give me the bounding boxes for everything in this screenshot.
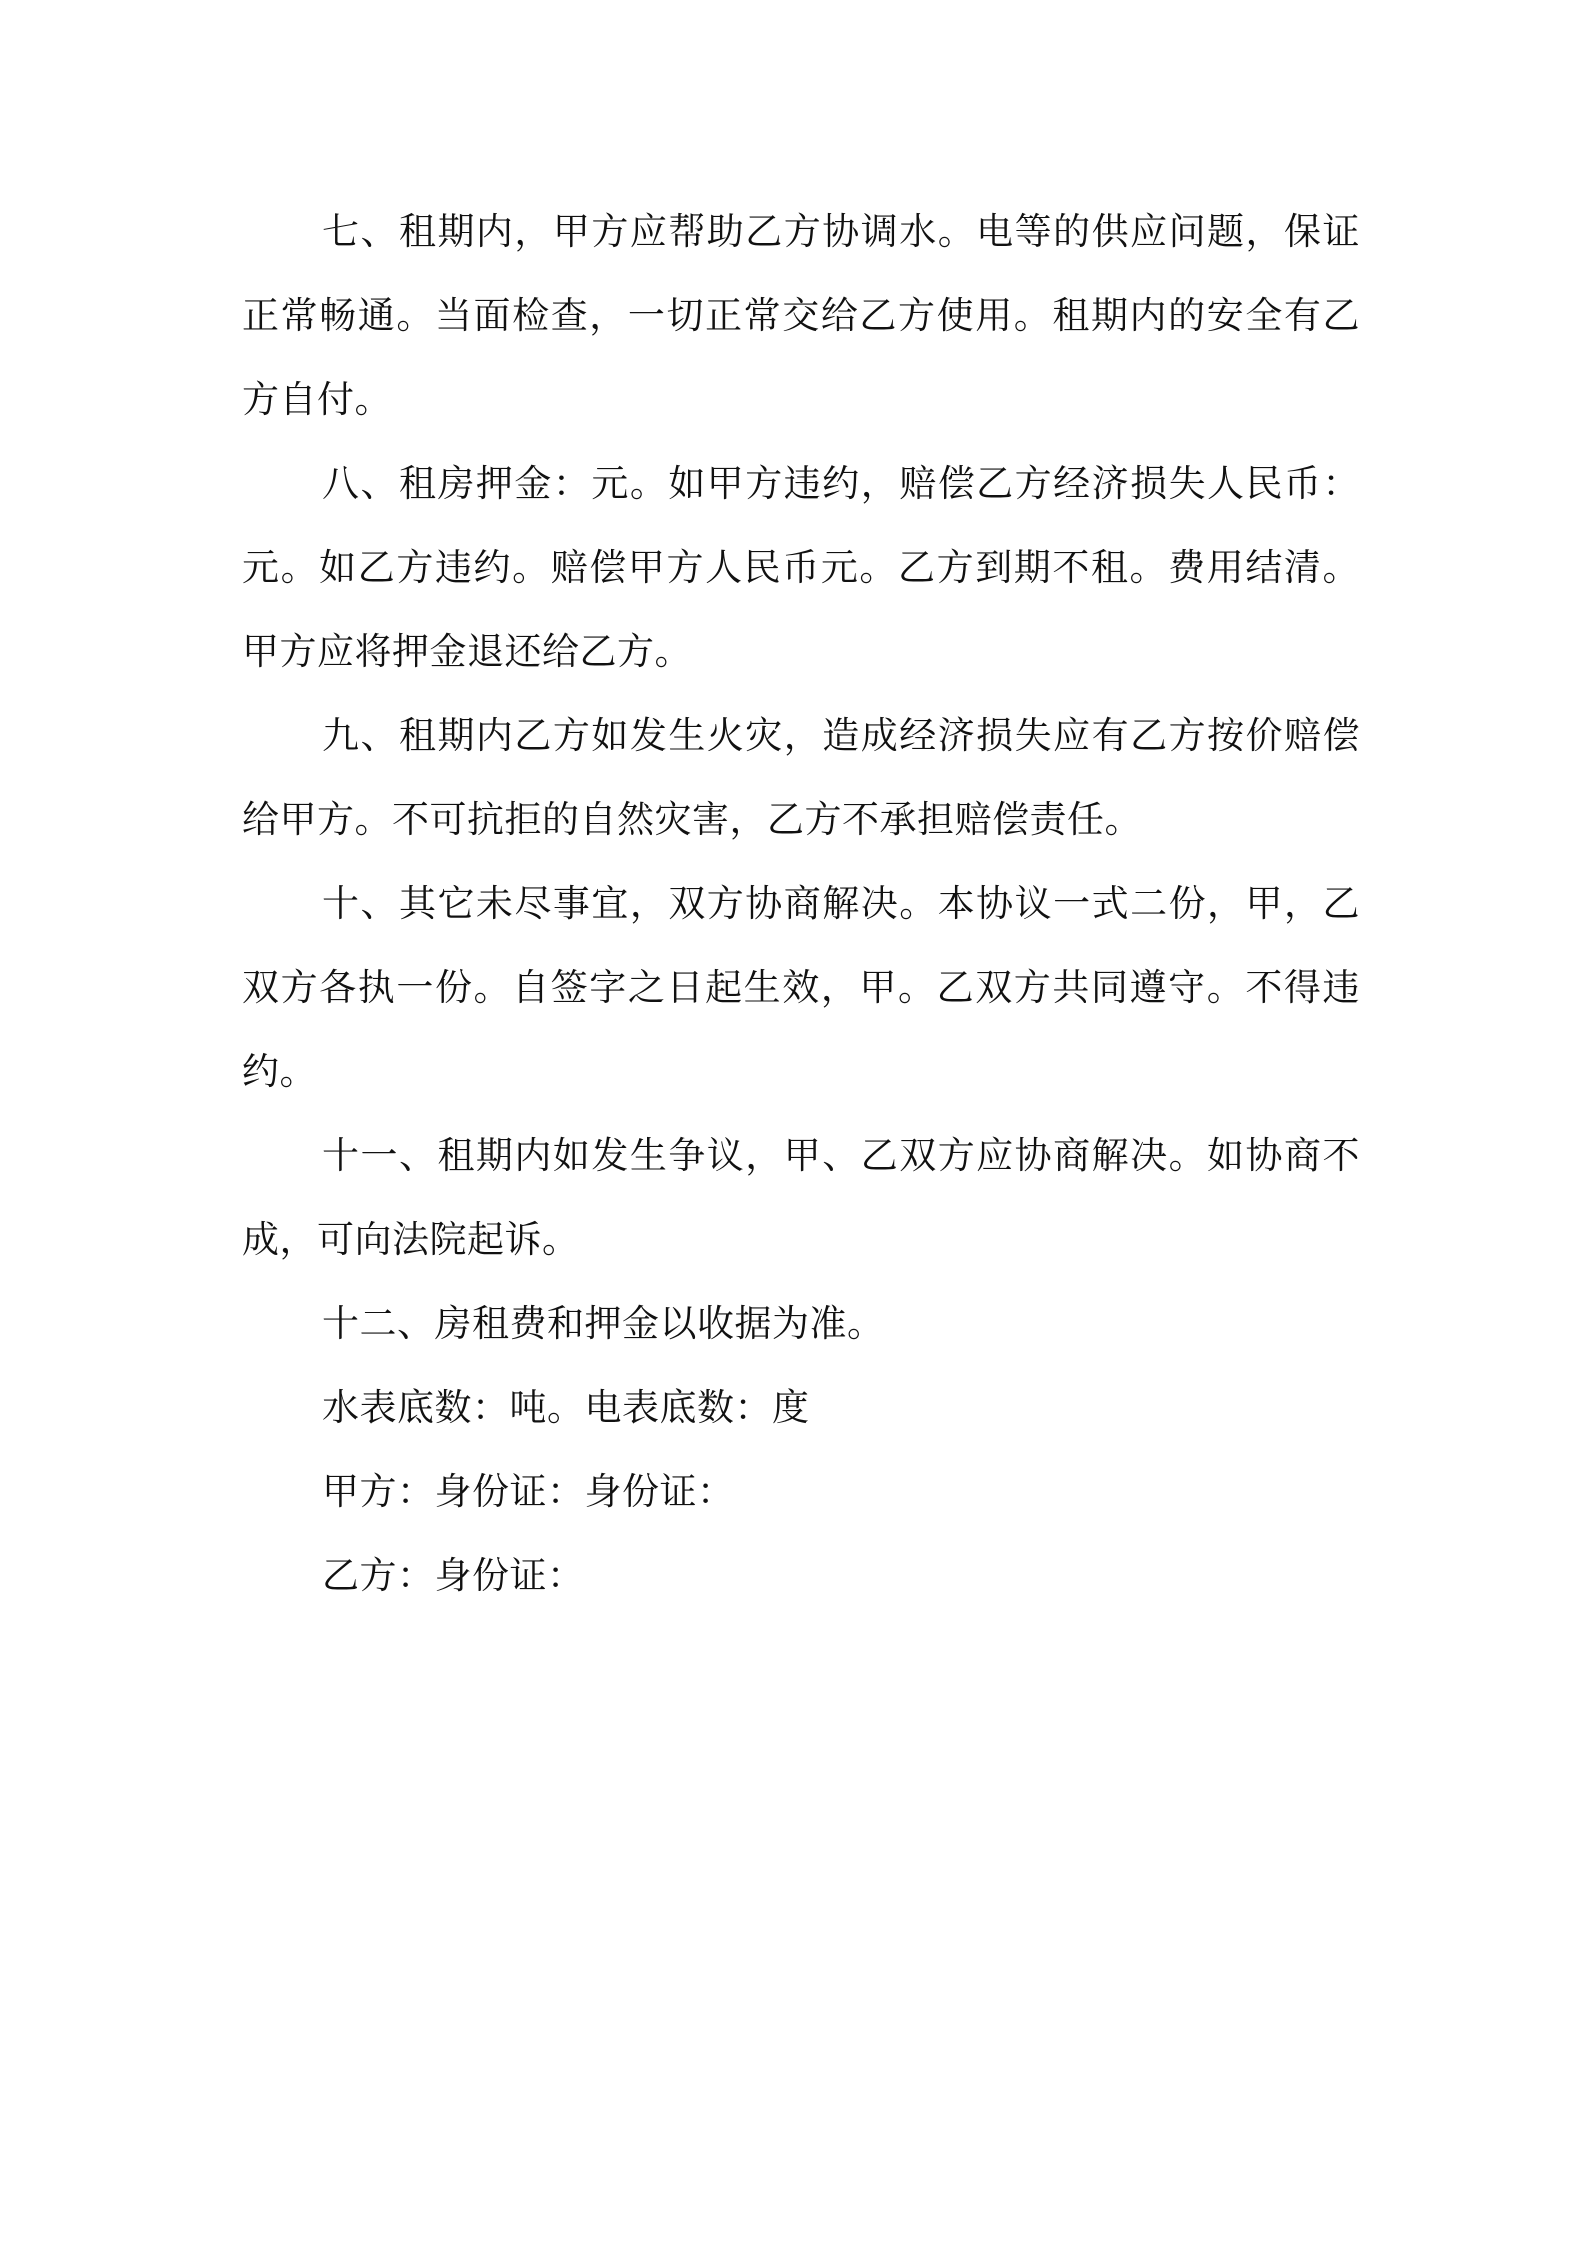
clause-12-paragraph: 十二、房租费和押金以收据为准。	[322, 1302, 885, 1345]
meter-readings-line: 水表底数：吨。电表底数：度	[322, 1386, 810, 1429]
party-b-signature-line: 乙方：身份证：	[322, 1554, 585, 1597]
clause-7-paragraph: 七、租期内，甲方应帮助乙方协调水。电等的供应问题，保证正常畅通。当面检查，一切正常交给乙方使用。租期内的安全有乙方自付。	[242, 210, 1360, 421]
clause-10-paragraph: 十、其它未尽事宜，双方协商解决。本协议一式二份，甲，乙双方各执一份。自签字之日起生效，甲。乙双方共同遵守。不得违约。	[242, 882, 1360, 1093]
party-a-signature-line: 甲方：身份证：身份证：	[322, 1470, 735, 1513]
clause-11-paragraph: 十一、租期内如发生争议，甲、乙双方应协商解决。如协商不成，可向法院起诉。	[242, 1134, 1360, 1261]
clause-9-paragraph: 九、租期内乙方如发生火灾，造成经济损失应有乙方按价赔偿给甲方。不可抗拒的自然灾害，乙方不承担赔偿责任。	[242, 714, 1360, 841]
document-body	[242, 190, 1360, 1618]
clause-8-paragraph: 八、租房押金：元。如甲方违约，赔偿乙方经济损失人民币：元。如乙方违约。赔偿甲方人民币元。乙方到期不租。费用结清。甲方应将押金退还给乙方。	[242, 462, 1360, 673]
